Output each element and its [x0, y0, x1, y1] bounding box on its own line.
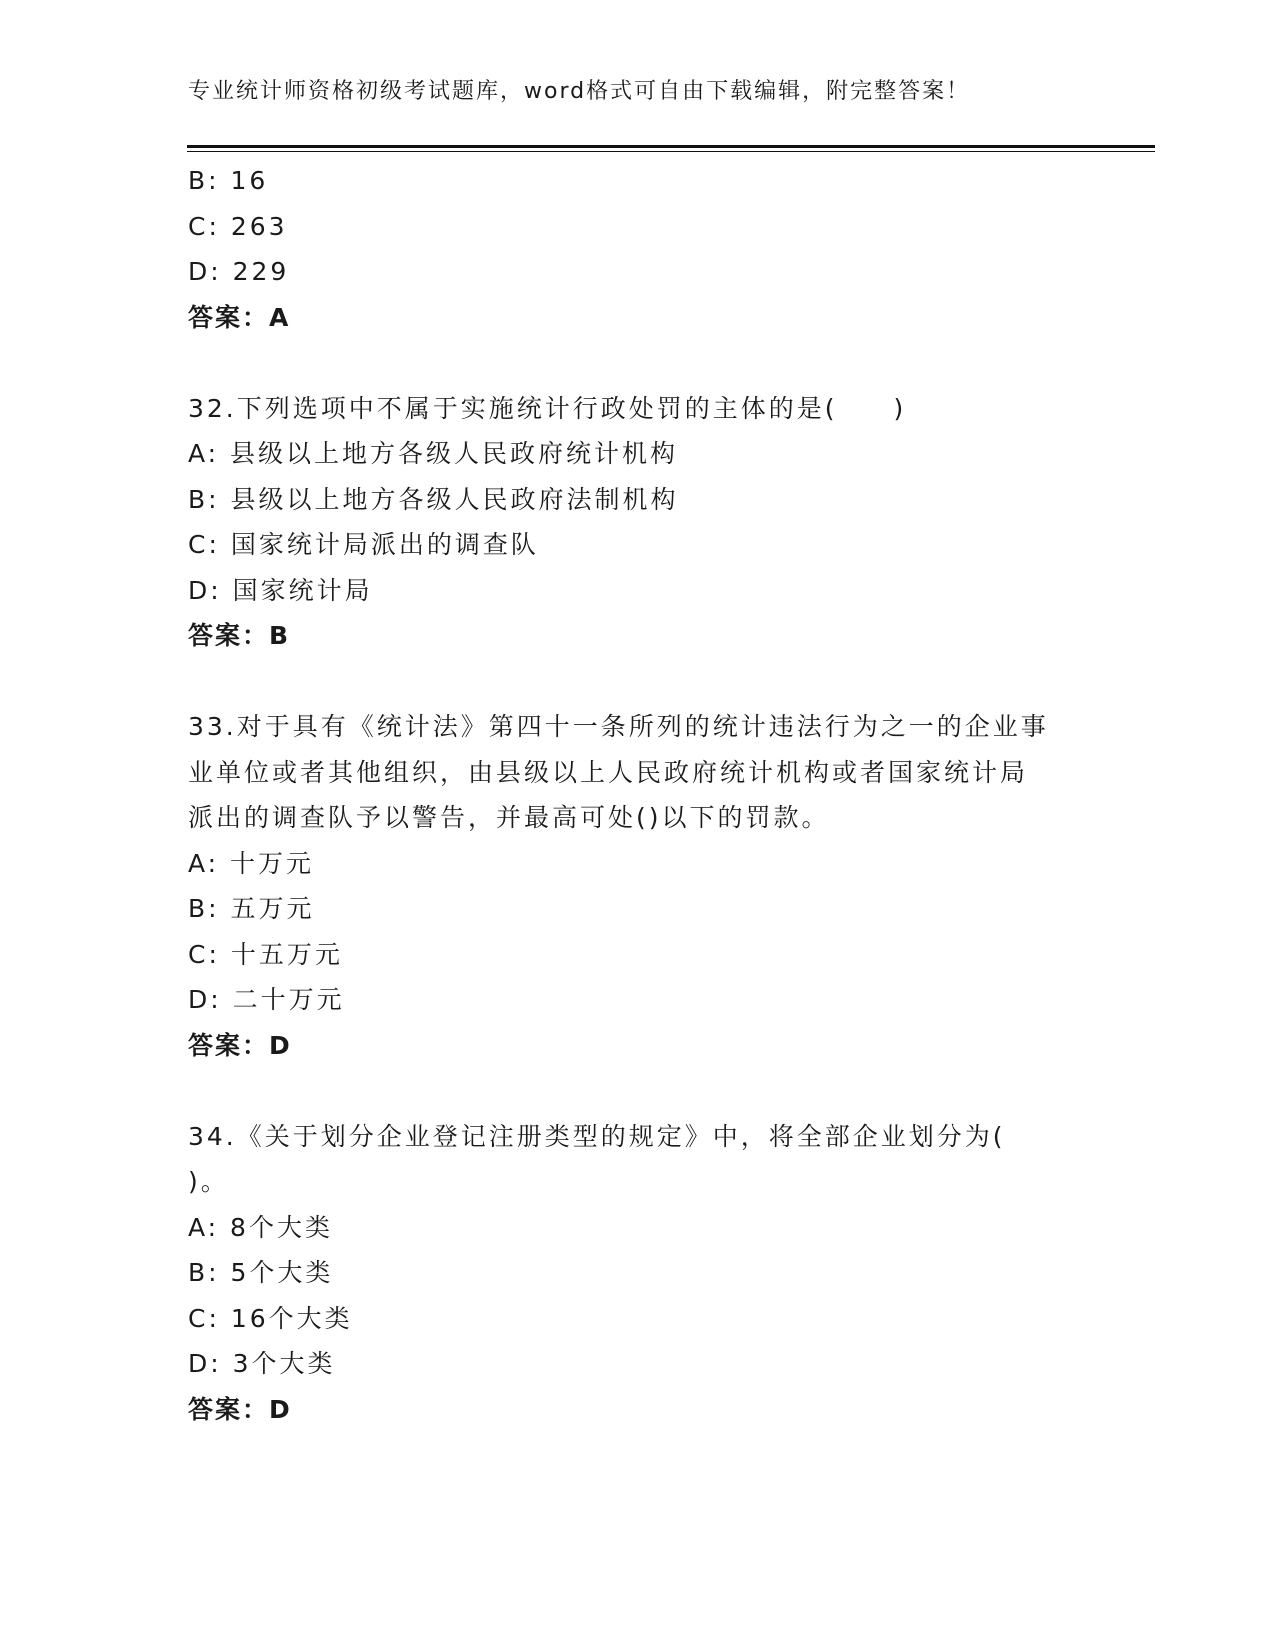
- question-stem: 32.下列选项中不属于实施统计行政处罚的主体的是( ): [188, 393, 907, 423]
- option-b: B: 县级以上地方各级人民政府法制机构: [188, 484, 679, 514]
- answer-line: 答案：D: [188, 1030, 292, 1060]
- option-d: D: 国家统计局: [188, 575, 373, 605]
- option-c: C: 16个大类: [188, 1303, 353, 1333]
- spacer: [188, 340, 1088, 386]
- answer-line: 答案：D: [188, 1394, 292, 1424]
- spacer: [188, 1068, 1088, 1114]
- question-block-32: [188, 386, 1088, 659]
- answer-line: 答案：B: [188, 621, 291, 650]
- option-d: D: 229: [188, 257, 290, 286]
- option-d: D: 二十万元: [188, 985, 345, 1014]
- option-b: B: 16: [188, 166, 269, 195]
- option-a: A: 县级以上地方各级人民政府统计机构: [188, 439, 679, 468]
- option-c: C: 十五万元: [188, 939, 343, 969]
- question-list: [188, 158, 1088, 1432]
- question-block-34: [188, 1114, 1088, 1433]
- question-stem-line-2: )。: [188, 1167, 229, 1196]
- question-stem-line-3: 派出的调查队予以警告，并最高可处()以下的罚款。: [188, 803, 830, 832]
- header-divider-thin: [187, 151, 1155, 152]
- spacer: [188, 659, 1088, 705]
- option-b: B: 5个大类: [188, 1258, 334, 1287]
- question-stem-line-1: 34.《关于划分企业登记注册类型的规定》中，将全部企业划分为(: [188, 1121, 1006, 1151]
- answer-line: 答案：A: [188, 302, 291, 332]
- option-a: A: 8个大类: [188, 1212, 333, 1242]
- question-stem-line-1: 33.对于具有《统计法》第四十一条所列的统计违法行为之一的企业事: [188, 712, 1049, 741]
- option-c: C: 国家统计局派出的调查队: [188, 530, 539, 559]
- option-b: B: 五万元: [188, 894, 315, 923]
- question-stem-line-2: 业单位或者其他组织，由县级以上人民政府统计机构或者国家统计局: [188, 757, 1029, 787]
- header-divider-thick: [187, 145, 1155, 148]
- question-block-33: [188, 704, 1088, 1068]
- option-a: A: 十万元: [188, 848, 315, 878]
- option-c: C: 263: [188, 211, 288, 241]
- prev-question-block: [188, 158, 1088, 340]
- page-header: 专业统计师资格初级考试题库，word格式可自由下载编辑，附完整答案！: [188, 79, 971, 104]
- option-d: D: 3个大类: [188, 1349, 336, 1378]
